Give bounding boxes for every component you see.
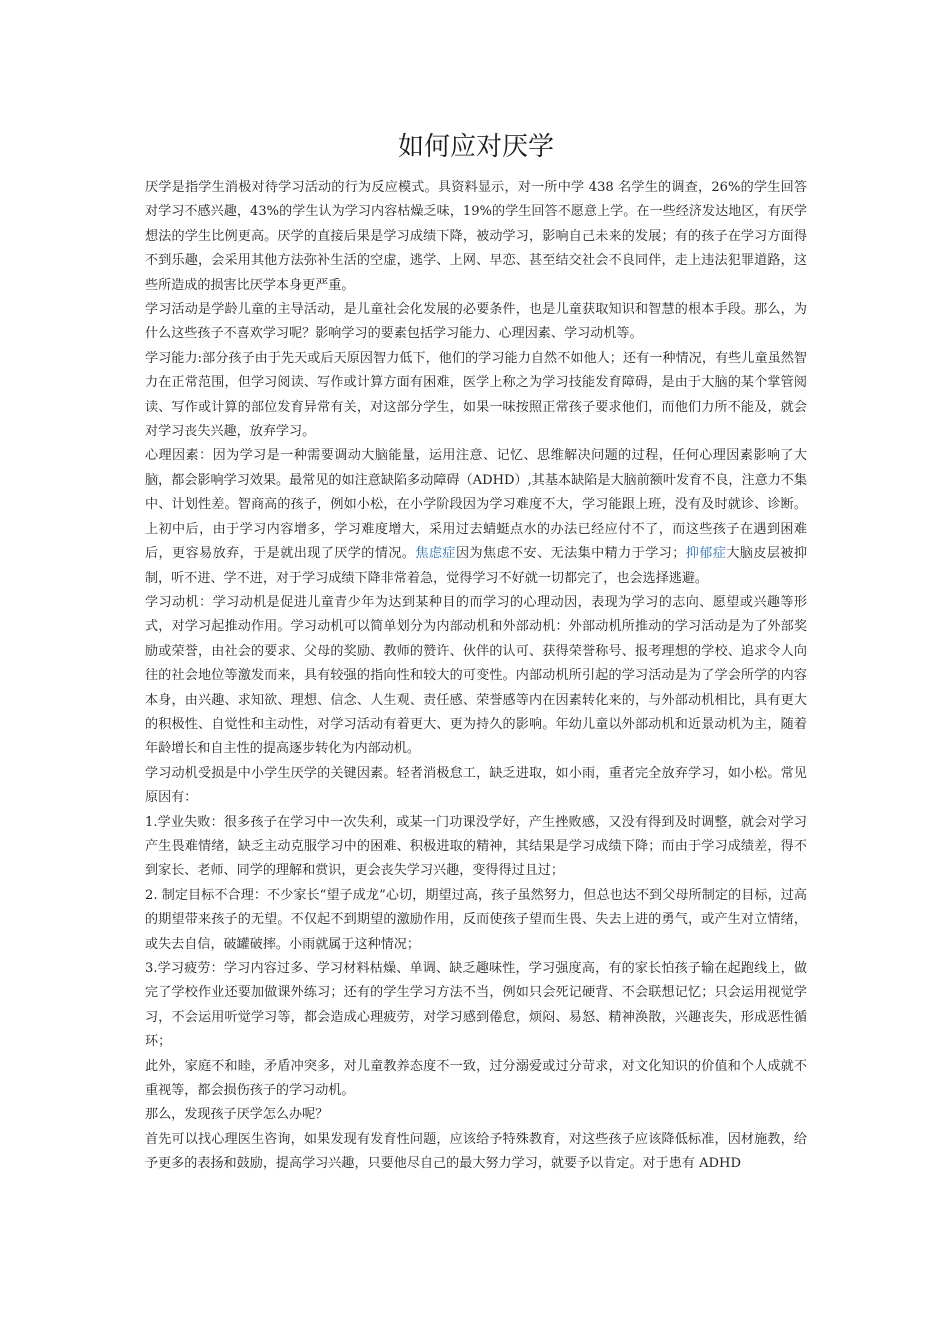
paragraph-psychological-factors	[145, 444, 807, 590]
paragraph-intro: 厌学是指学生消极对待学习活动的行为反应模式。具资料显示，对一所中学 438 名学生的调查，26%的学生回答对学习不感兴趣，43%的学生认为学习内容枯燥乏味，19%的学生回答不愿意上学。在一些经济发达地区，有厌学想法的学生比例更高。厌学的直接后果是学习成绩下降，被动学习，影响自己未来的发展；有的孩子在学习方面得不到乐趣，会采用其他方法弥补生活的空虚，逃学、上网、早恋、甚至结交社会不良同伴，走上违法犯罪道路，这些所造成的损害比厌学本身更严重。	[145, 180, 807, 293]
document-title: 如何应对厌学	[397, 132, 554, 162]
list-item-learning-fatigue: 3.学习疲劳：学习内容过多、学习材料枯燥、单调、缺乏趣味性，学习强度高，有的家长怕孩子输在起跑线上，做完了学校作业还要加做课外练习；还有的学生学习方法不当，例如只会死记硬背、不会联想记忆；只会运用视觉学习，不会运用听觉学习等，都会造成心理疲劳，对学习感到倦怠，烦闷、易怒、精神涣散，兴趣丧失，形成恶性循环；	[145, 961, 807, 1050]
list-item-academic-failure: 1.学业失败：很多孩子在学习中一次失利，或某一门功课没学好，产生挫败感，又没有得到及时调整，就会对学习产生畏难情绪，缺乏主动克服学习中的困难、积极进取的精神，其结果是学习成绩下降；而由于学习成绩差，得不到家长、老师、同学的理解和赏识，更会丧失学习兴趣，变得得过且过；	[145, 814, 807, 879]
depression-link[interactable]: 抑郁症	[685, 546, 727, 562]
paragraph-learning-activity: 学习活动是学龄儿童的主导活动，是儿童社会化发展的必要条件，也是儿童获取知识和智慧的根本手段。那么，为什么这些孩子不喜欢学习呢？影响学习的要素包括学习能力、心理因素、学习动机等。	[145, 302, 807, 342]
paragraph-learning-motivation: 学习动机：学习动机是促进儿童青少年为达到某种目的而学习的心理动因，表现为学习的志向、愿望或兴趣等形式，对学习起推动作用。学习动机可以简单划分为内部动机和外部动机：外部动机所推动的学习活动是为了外部奖励或荣誉，由社会的要求、父母的奖励、教师的赞许、伙伴的认可、获得荣誉称号、报考理想的学校、追求令人向往的社会地位等激发而来，具有较强的指向性和较大的可变性。内部动机所引起的学习活动是为了学会所学的内容本身，由兴趣、求知欲、理想、信念、人生观、责任感、荣誉感等内在因素转化来的，与外部动机相比，具有更大的积极性、自觉性和主动性，对学习活动有着更大、更为持久的影响。年幼儿童以外部动机和近景动机为主，随着年龄增长和自主性的提高逐步转化为内部动机。	[145, 594, 807, 757]
anxiety-link[interactable]: 焦虑症	[415, 546, 456, 562]
paragraph-learning-ability: 学习能力:部分孩子由于先天或后天原因智力低下，他们的学习能力自然不如他人；还有一种情况，有些儿童虽然智力在正常范围，但学习阅读、写作或计算方面有困难，医学上称之为学习技能发育障碍，是由于大脑的某个掌管阅读、写作或计算的部位发育异常有关，对这部分学生，如果一味按照正常孩子要求他们，而他们力所不能及，就会对学习丧失兴趣，放弃学习。	[145, 350, 807, 440]
paragraph-motivation-damage: 学习动机受损是中小学生厌学的关键因素。轻者消极怠工，缺乏进取，如小雨，重者完全放弃学习，如小松。常见原因有：	[145, 765, 807, 806]
list-item-unreasonable-goals: 2. 制定目标不合理：不少家长“望子成龙”心切，期望过高，孩子虽然努力，但总也达不到父母所制定的目标，过高的期望带来孩子的无望。不仅起不到期望的激励作用，反而使孩子望而生畏、失去上进的勇气，或产生对立情绪，或失去自信，破罐破摔。小雨就属于这种情况；	[145, 887, 807, 952]
psych-text-before: 心理因素：因为学习是一种需要调动大脑能量，运用注意、记忆、思维解决问题的过程，任何心理因素影响了大脑，都会影响学习效果。最常见的如注意缺陷多动障碍（ADHD）,其基本缺陷是大脑前额叶发育不良，注意力不集中、计划性差。智商高的孩子，例如小松，在小学阶段因为学习难度不大，学习能跟上班，没有及时就诊、诊断。上初中后，由于学习内容增多，学习难度增大，采用过去蜻蜓点水的办法已经应付不了，而这些孩子在遇到困难后，更容易放弃，于是就出现了厌学的情况。	[145, 448, 807, 562]
paragraph-question: 那么，发现孩子厌学怎么办呢？	[145, 1107, 329, 1123]
paragraph-family-factors: 此外，家庭不和睦，矛盾冲突多，对儿童教养态度不一致，过分溺爱或过分苛求，对文化知识的价值和个人成就不重视等，都会损伤孩子的学习动机。	[145, 1058, 807, 1099]
paragraph-solution: 首先可以找心理医生咨询，如果发现有发育性问题，应该给予特殊教育，对这些孩子应该降低标准，因材施教，给予更多的表扬和鼓励，提高学习兴趣，只要他尽自己的最大努力学习，就要予以肯定。对于患有 ADHD	[145, 1131, 807, 1172]
document-page	[145, 128, 807, 1177]
psych-text-middle: 因为焦虑不安、无法集中精力于学习；	[455, 546, 686, 562]
psych-text-after: 大脑皮层被抑制，听不进、学不进，对于学习成绩下降非常着急，觉得学习不好就一切都完了，也会选择逃避。	[145, 546, 808, 586]
